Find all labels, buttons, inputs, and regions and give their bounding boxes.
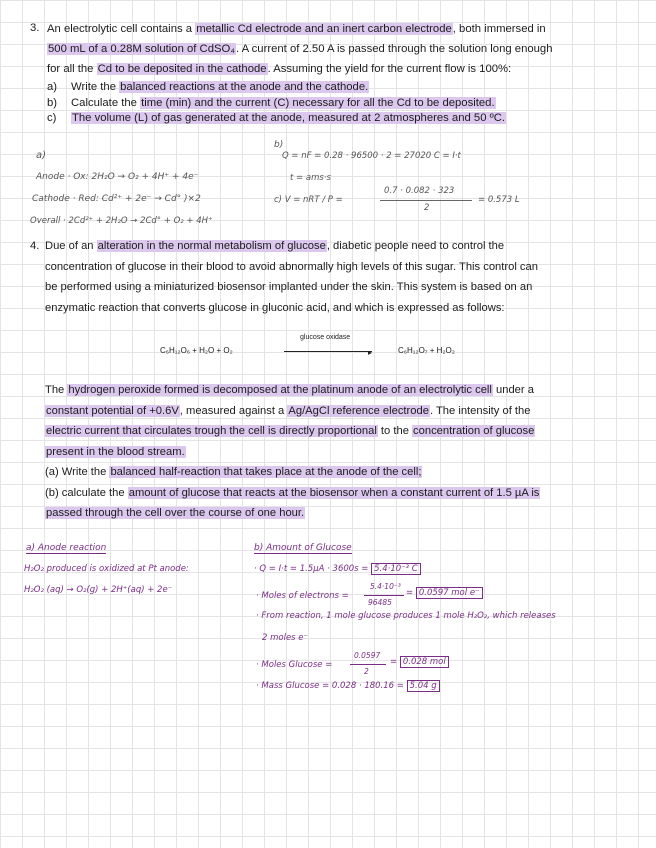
q3-l3c: . Assuming the yield for the current flow is 100%: xyxy=(267,63,512,76)
q4-work-b-electrons-den: 96485 xyxy=(368,598,392,607)
q4-b-pre: (b) calculate the xyxy=(45,486,128,499)
q4-p2-l1a: The xyxy=(45,384,68,396)
q4-work-b-from1: · From reaction, 1 mole glucose produces 1 mole H₂O₂, which releases xyxy=(256,611,556,621)
q4-p2-intensity: . The intensity of the xyxy=(429,404,531,417)
equation-arrowhead: ▸ xyxy=(368,347,373,357)
q3-b-label: b) xyxy=(47,96,58,109)
q3-b-pre: Calculate the xyxy=(71,96,141,109)
q4-work-a-title: a) Anode reaction xyxy=(26,543,107,553)
q4-work-a-line1: H₂O₂ produced is oxidized at Pt anode: xyxy=(24,564,189,574)
equation-right: C₆H₁₂O₇ + H₂O₂ xyxy=(398,346,455,355)
q4-p1-l1c: , diabetic people need to control the xyxy=(326,240,505,252)
q4-b-electrons-box: 0.0597 mol e⁻ xyxy=(416,587,483,599)
q4-work-b-electrons-bar xyxy=(364,595,404,596)
q4-work-b-glucose-result: = 0.028 mol xyxy=(390,657,449,667)
q4-work-b-glucose-den: 2 xyxy=(364,667,369,676)
q4-work-b-mass xyxy=(256,681,440,691)
q4-work-b-charge xyxy=(254,564,421,574)
q4-work-b-glucose-bar xyxy=(350,664,386,665)
q3-work-a-label: a) xyxy=(36,150,47,161)
q3-l3b: Cd to be deposited in the cathode xyxy=(97,63,267,76)
question-4-number: 4. xyxy=(30,240,40,252)
q4-work-b-from2: 2 moles e⁻ xyxy=(262,633,309,643)
q3-cathode-reaction: Cathode · Red: Cd²⁺ + 2e⁻ → Cd° )×2 xyxy=(32,194,201,204)
q3-overall-reaction: Overall · 2Cd²⁺ + 2H₂O → 2Cd° + O₂ + 4H⁺ xyxy=(30,216,213,226)
q4-p1-l4: enzymatic reaction that converts glucose in gluconic acid, and which is expressed as follows: xyxy=(45,301,505,314)
q3-b-hl: time (min) and the current (C) necessary for all the Cd to be deposited. xyxy=(141,96,495,109)
q4-work-b-electrons: · Moles of electrons = xyxy=(256,591,349,601)
q4-work-b-glucose-num: 0.0597 xyxy=(354,651,381,660)
q4-work-b-electrons-num: 5.4·10⁻³ xyxy=(370,582,401,591)
q3-c-label: c) xyxy=(47,112,57,124)
q3-l2b: 500 mL of a 0.28M solution of CdSO₄ xyxy=(48,43,235,56)
q3-a-hl: balanced reactions at the anode and the cathode. xyxy=(120,81,369,93)
q4-p2-l1c: under a xyxy=(492,384,534,396)
q4-p1-l2: concentration of glucose in their blood to avoid abnormally high levels of this sugar. This control can xyxy=(45,260,538,273)
q3-work-b-line: Q = nF = 0.28 · 96500 · 2 = 27020 C = I·t xyxy=(282,151,461,161)
q4-b-hl2: passed through the cell over the course of one hour. xyxy=(46,507,305,519)
q3-l2c: . A current of 2.50 A is passed through the solution long enough xyxy=(235,43,553,56)
q3-work-c-den: 2 xyxy=(424,203,430,213)
q3-work-c-num: 0.7 · 0.082 · 323 xyxy=(384,186,455,196)
q3-a-label: a) xyxy=(47,81,58,93)
q4-b-hl: amount of glucose that reacts at the biosensor when a constant current of 1.5 µA is xyxy=(128,486,540,499)
q4-a-pre: (a) Write the xyxy=(45,466,110,478)
q4-b-charge-pre: · Q = I·t = 1.5µA · 3600s = xyxy=(254,564,369,574)
q3-work-c-result: = 0.573 L xyxy=(478,195,520,205)
q4-p2-l2c: , measured against a xyxy=(179,404,288,417)
question-3-number: 3. xyxy=(30,22,40,34)
q4-b-mass-box: 5.04 g xyxy=(407,680,440,692)
q4-b-glucose-box: 0.028 mol xyxy=(400,656,449,668)
q4-b-mass-pre: · Mass Glucose = 0.028 · 180.16 = xyxy=(256,681,404,691)
q4-work-b-title: b) Amount of Glucose xyxy=(254,543,352,553)
q3-work-b-label: b) xyxy=(274,140,284,150)
q4-work-b-electrons-result: = 0.0597 mol e⁻ xyxy=(406,588,483,598)
q4-work-b-glucose: · Moles Glucose = xyxy=(256,660,333,670)
q4-p1-l1a: Due of an xyxy=(45,240,97,252)
q4-work-a-line2: H₂O₂ (aq) → O₂(g) + 2H⁺(aq) + 2e⁻ xyxy=(24,585,173,595)
equation-enzyme: glucose oxidase xyxy=(300,334,351,341)
q4-p1-l3: be performed using a miniaturized biosensor implanted under the skin. This system is based on an xyxy=(45,281,533,293)
q4-p2-l1b: hydrogen peroxide formed is decomposed at the platinum anode of an electrolytic cell xyxy=(68,384,492,396)
equation-arrow xyxy=(284,351,372,352)
question-4-para1 xyxy=(45,236,625,318)
q4-b-charge-box: 5.4·10⁻³ C xyxy=(371,563,421,575)
q3-l3a: for all the xyxy=(47,63,97,76)
q4-p2-l2b: constant potential of +0.6V xyxy=(46,404,179,417)
q3-c-hl: The volume (L) of gas generated at the anode, measured at 2 atmospheres and 50 ºC. xyxy=(72,112,506,124)
q4-p2-ref: Ag/AgCl reference electrode xyxy=(288,404,429,417)
q3-a-pre: Write the xyxy=(71,81,120,93)
q4-p2-l3c: to the xyxy=(377,425,413,437)
q3-l1a: An electrolytic cell contains a xyxy=(47,23,196,35)
question-4-para2 xyxy=(45,380,625,524)
q3-work-b-line2: t = ams·s xyxy=(290,173,331,183)
q3-l1b: metallic Cd electrode and an inert carbon electrode xyxy=(196,23,452,35)
q4-p2-l3b: electric current that circulates trough the cell is directly proportional xyxy=(46,425,377,437)
q4-a-hl: balanced half-reaction that takes place at the anode of the cell; xyxy=(110,466,422,478)
q3-l1c: , both immersed in xyxy=(452,23,546,35)
glucose-equation xyxy=(160,334,490,364)
q3-anode-reaction: Anode · Ox: 2H₂O → O₂ + 4H⁺ + 4e⁻ xyxy=(36,172,199,182)
question-3-parts xyxy=(47,80,627,127)
question-3-text xyxy=(47,19,627,80)
q3-work-c-line: c) V = nRT / P = xyxy=(274,195,343,205)
equation-left: C₆H₁₂O₆ + H₂O + O₂ xyxy=(160,346,233,355)
q3-work-c-fracbar xyxy=(380,200,472,201)
q4-p2-l4b: present in the blood stream. xyxy=(46,445,185,458)
q4-p2-conc: concentration of glucose xyxy=(413,425,535,437)
q4-p1-l1b: alteration in the normal metabolism of glucose xyxy=(97,240,326,252)
